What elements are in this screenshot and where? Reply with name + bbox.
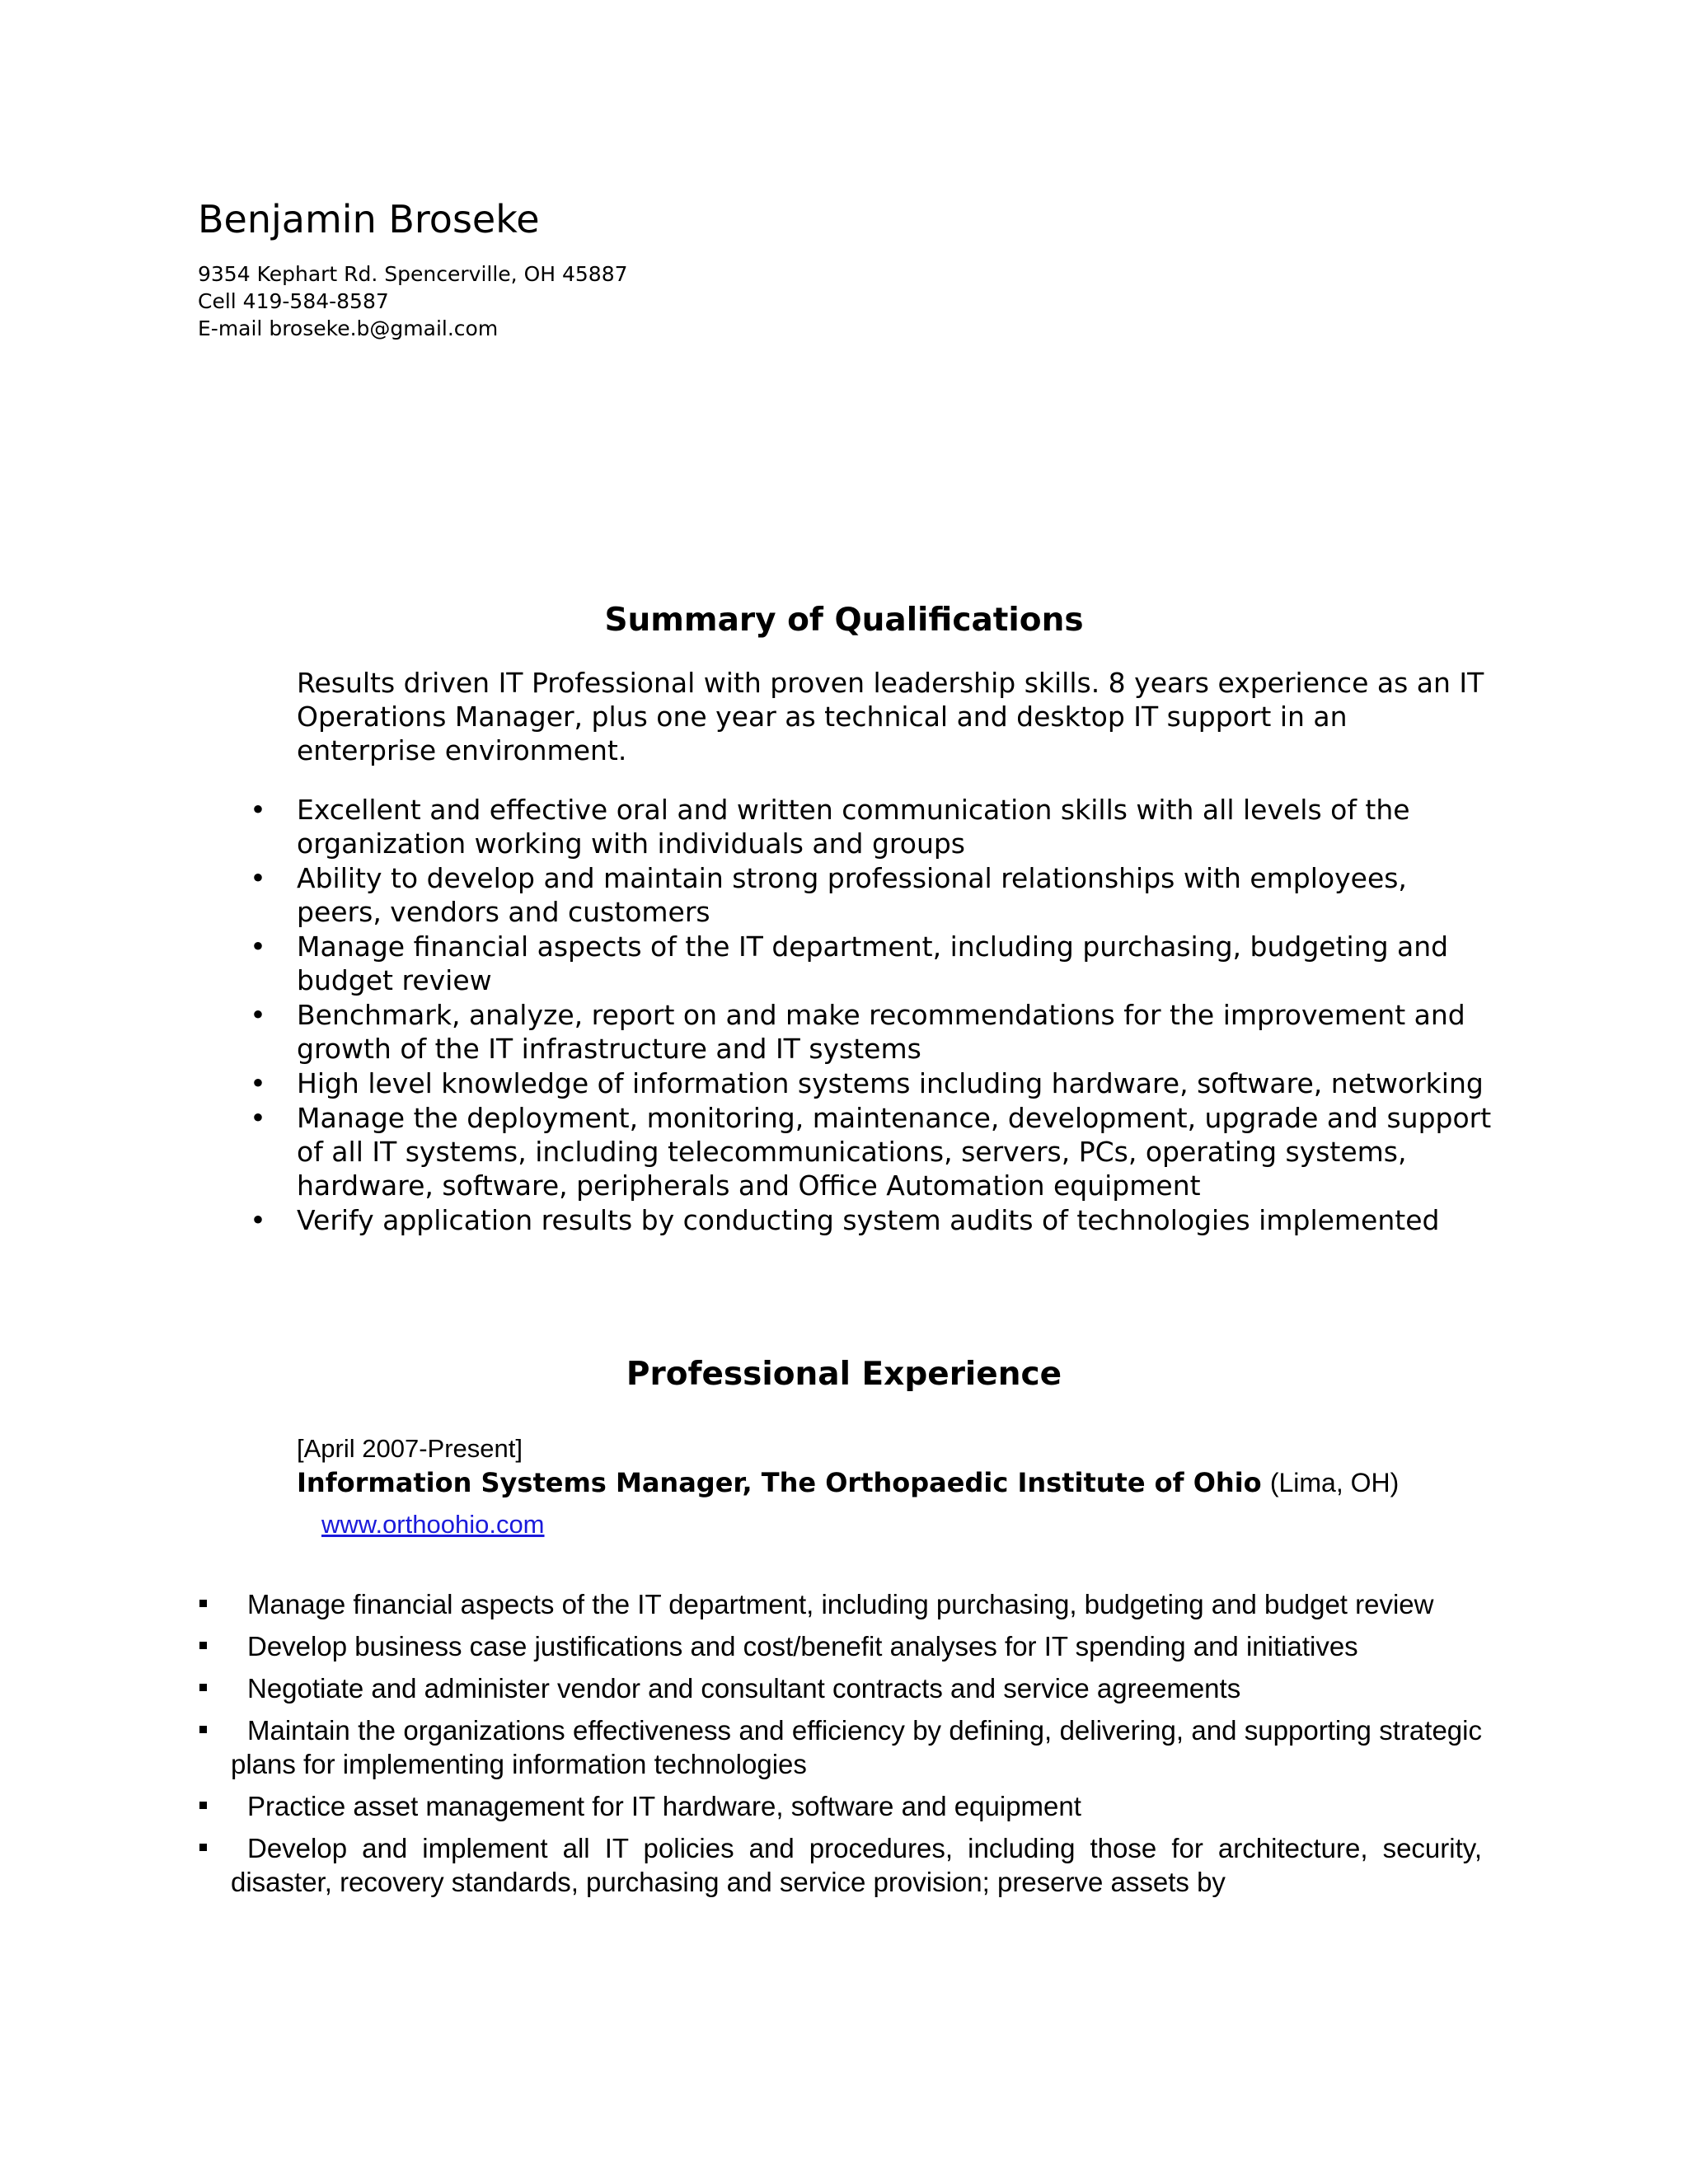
email: E-mail broseke.b@gmail.com [198, 316, 499, 340]
list-item [231, 1713, 1482, 1781]
list-item-text: Manage financial aspects of the IT department, including purchasing, budgeting and budget review [247, 1589, 1434, 1619]
duties-list [231, 1587, 1482, 1907]
summary-heading: Summary of Qualifications [604, 602, 1084, 639]
bullet-icon: • [250, 999, 266, 1031]
job-location: (Lima, OH) [1269, 1468, 1400, 1497]
list-item-text: High level knowledge of information systems including hardware, software, networking [297, 1067, 1484, 1099]
job-title: Information Systems Manager, The Orthopaedic Institute of Ohio [297, 1467, 1262, 1498]
list-item [250, 998, 1492, 1066]
list-item [250, 793, 1492, 860]
list-item [250, 1101, 1492, 1202]
square-bullet-icon [199, 1600, 207, 1607]
job-heading [297, 1465, 1399, 1500]
list-item-text: Develop and implement all IT policies and procedures, including those for architecture, security, disaster, recovery standards, purchasing and service provision; preserve assets by [231, 1833, 1482, 1897]
list-item [231, 1671, 1482, 1705]
list-item [231, 1629, 1482, 1663]
company-website-link[interactable]: www.orthoohio.com [321, 1510, 545, 1539]
cell-phone: Cell 419-584-8587 [198, 289, 389, 313]
list-item [231, 1587, 1482, 1621]
square-bullet-icon [199, 1844, 207, 1851]
square-bullet-icon [199, 1684, 207, 1691]
list-item-text: Maintain the organizations effectiveness and efficiency by defining, delivering, and supporting strategic plans for implementing information technologies [231, 1715, 1482, 1779]
applicant-name: Benjamin Broseke [198, 197, 540, 241]
list-item [250, 930, 1492, 997]
address: 9354 Kephart Rd. Spencerville, OH 45887 [198, 262, 628, 286]
list-item [231, 1789, 1482, 1823]
bullet-icon: • [250, 794, 266, 826]
list-item-text: Excellent and effective oral and written communication skills with all levels of the organization working with individuals and groups [297, 794, 1410, 860]
bullet-icon: • [250, 862, 266, 894]
qualifications-list [250, 793, 1492, 1238]
summary-intro: Results driven IT Professional with proven leadership skills. 8 years experience as an IT Operations Manager, plus one year as technical and desktop IT support in an enterprise environment. [297, 667, 1484, 766]
contact-block [198, 260, 628, 342]
list-item [250, 861, 1492, 929]
experience-heading: Professional Experience [626, 1356, 1062, 1393]
list-item-text: Ability to develop and maintain strong professional relationships with employees, peers, vendors and customers [297, 862, 1407, 928]
list-item-text: Develop business case justifications and cost/benefit analyses for IT spending and initiatives [247, 1631, 1358, 1661]
bullet-icon: • [250, 1204, 266, 1236]
square-bullet-icon [199, 1642, 207, 1649]
list-item-text: Manage the deployment, monitoring, maintenance, development, upgrade and support of all IT systems, including telecommunications, servers, PCs, operating systems, hardware, software, peripherals and Office Automation equipment [297, 1102, 1492, 1202]
list-item-text: Benchmark, analyze, report on and make recommendations for the improvement and growth of the IT infrastructure and IT systems [297, 999, 1465, 1065]
bullet-icon: • [250, 1067, 266, 1099]
list-item-text: Practice asset management for IT hardware, software and equipment [247, 1791, 1081, 1821]
list-item-text: Verify application results by conducting system audits of technologies implemented [297, 1204, 1440, 1236]
square-bullet-icon [199, 1726, 207, 1733]
square-bullet-icon [199, 1802, 207, 1809]
list-item [231, 1831, 1482, 1899]
job-dates: [April 2007-Present] [297, 1434, 523, 1463]
list-item-text: Negotiate and administer vendor and consultant contracts and service agreements [247, 1673, 1241, 1704]
bullet-icon: • [250, 930, 266, 963]
list-item-text: Manage financial aspects of the IT department, including purchasing, budgeting and budget review [297, 930, 1449, 996]
list-item [250, 1203, 1492, 1237]
list-item [250, 1066, 1492, 1100]
bullet-icon: • [250, 1102, 266, 1134]
